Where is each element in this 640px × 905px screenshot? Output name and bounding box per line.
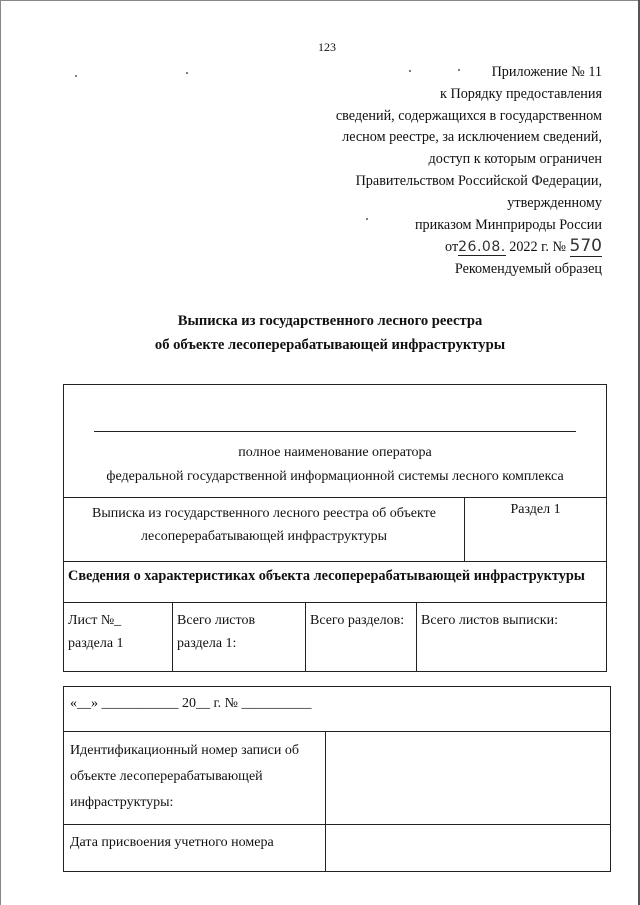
total-sections-cell: Всего разделов:	[306, 603, 417, 672]
assign-date-value	[326, 825, 611, 872]
handwritten-date: 26.08.	[458, 239, 506, 256]
page-number: 123	[318, 40, 336, 54]
assign-date-label: Дата присвоения учетного номера	[64, 825, 326, 872]
appendix-line: приказом Минприроды России	[414, 216, 602, 233]
operator-cell	[64, 385, 607, 498]
sheet-number-cell	[64, 603, 173, 672]
record-table	[63, 686, 611, 872]
appendix-line: к Порядку предоставления	[440, 85, 602, 102]
extract-header-table	[63, 384, 607, 672]
appendix-line: лесном реестре, за исключением сведений,	[342, 129, 602, 146]
extract-label-cell: Выписка из государственного лесного реестра об объекте лесоперерабатывающей инфраструктуры	[64, 498, 465, 562]
total-sheets-label: раздела 1:	[177, 636, 237, 651]
recommended-sample-label: Рекомендуемый образец	[454, 261, 602, 277]
appendix-block	[282, 62, 602, 259]
sheet-number-label: раздела 1	[68, 636, 124, 651]
operator-caption: полное наименование оператора	[238, 445, 432, 460]
section-label-cell: Раздел 1	[465, 498, 607, 562]
total-sheets-label: Всего листов	[177, 613, 256, 628]
date-prefix: от	[445, 239, 459, 256]
record-id-value	[326, 732, 611, 825]
appendix-line: Приложение № 11	[491, 64, 602, 80]
sheet-number-label: Лист №_	[68, 613, 122, 628]
scan-speck	[186, 72, 188, 74]
characteristics-header: Сведения о характеристиках объекта лесоперерабатывающей инфраструктуры	[64, 562, 607, 603]
appendix-line: утвержденному	[507, 194, 602, 211]
handwritten-number: 570	[569, 236, 602, 257]
scan-edge-left	[0, 0, 1, 905]
title-line: об объекте лесоперерабатывающей инфраструктуры	[154, 337, 506, 353]
appendix-line: сведений, содержащихся в государственном	[335, 107, 602, 124]
scan-edge-top	[0, 0, 640, 1]
document-title	[100, 309, 560, 357]
record-id-label: Идентификационный номер записи об объекте лесоперерабатывающей инфраструктуры:	[64, 732, 326, 825]
date-suffix: 2022 г. №	[509, 239, 566, 256]
total-sheets-cell	[173, 603, 306, 672]
title-line: Выписка из государственного лесного реестра	[177, 313, 483, 329]
operator-fill-line	[94, 431, 576, 432]
appendix-line: доступ к которым ограничен	[428, 151, 602, 168]
scan-speck	[75, 75, 77, 77]
appendix-date-line	[282, 236, 602, 259]
appendix-line: Правительством Российской Федерации,	[355, 172, 602, 189]
total-extract-sheets-cell: Всего листов выписки:	[417, 603, 607, 672]
record-date-cell: «__» ___________ 20__ г. № __________	[64, 687, 611, 732]
operator-caption: федеральной государственной информационной системы лесного комплекса	[106, 469, 564, 484]
